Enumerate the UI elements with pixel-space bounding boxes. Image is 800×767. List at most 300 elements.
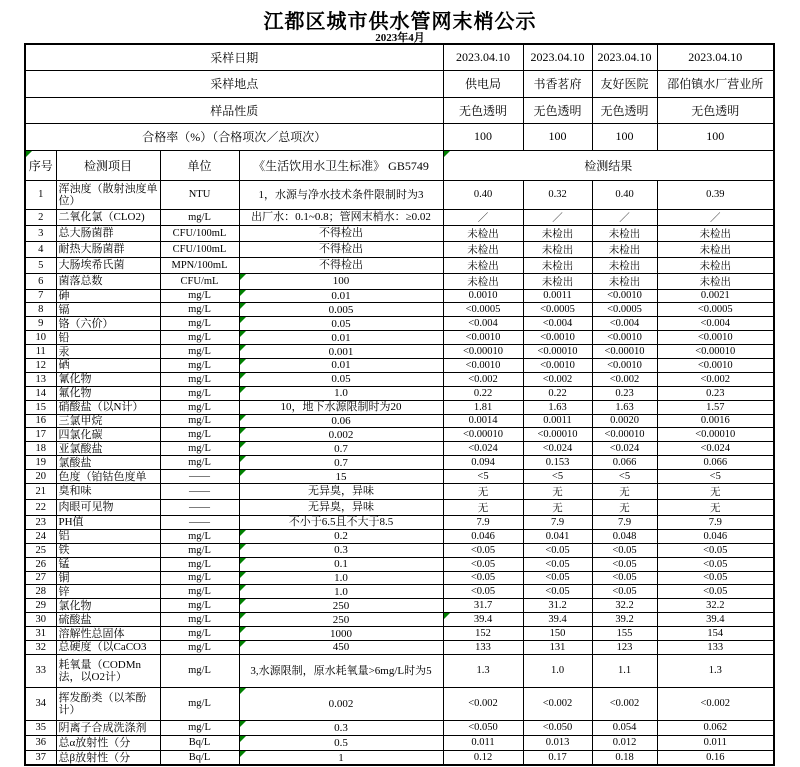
row-result: <5	[657, 470, 774, 484]
row-standard: 出厂水：0.1~0.8；管网末梢水：≥0.02	[239, 209, 443, 225]
meta-label: 采样地点	[25, 71, 443, 98]
row-result: <0.002	[443, 372, 523, 386]
column-header-row	[25, 150, 774, 180]
row-result: 123	[592, 640, 657, 654]
row-result: <0.05	[443, 571, 523, 585]
row-unit: ——	[160, 499, 239, 515]
row-result: 0.041	[523, 529, 592, 543]
row-item: 铁	[56, 543, 160, 557]
row-item: 耗氧量（CODMn法，以O2计）	[56, 654, 160, 687]
row-result: 0.066	[657, 456, 774, 470]
row-result: <0.05	[657, 571, 774, 585]
row-item: 挥发酚类（以苯酚计）	[56, 687, 160, 720]
row-result: 1.1	[592, 654, 657, 687]
row-result: 0.0010	[443, 289, 523, 303]
row-no: 12	[25, 358, 56, 372]
row-result: 150	[523, 627, 592, 641]
row-result: <0.004	[523, 317, 592, 331]
row-no: 7	[25, 289, 56, 303]
row-standard: 0.5	[239, 735, 443, 750]
row-item: 氯酸盐	[56, 456, 160, 470]
row-no: 37	[25, 750, 56, 765]
row-result: <0.0010	[443, 331, 523, 345]
row-item: 氟化物	[56, 386, 160, 400]
row-standard: 0.001	[239, 345, 443, 359]
row-result: 131	[523, 640, 592, 654]
row-result: 未检出	[443, 241, 523, 257]
row-result: <0.05	[523, 543, 592, 557]
row-result: <0.0010	[523, 358, 592, 372]
row-result: 0.22	[523, 386, 592, 400]
row-result: 1.3	[443, 654, 523, 687]
row-result: 未检出	[592, 241, 657, 257]
row-result: <0.002	[523, 687, 592, 720]
row-result: <0.05	[592, 557, 657, 571]
row-result: <0.05	[592, 571, 657, 585]
row-unit: mg/L	[160, 654, 239, 687]
row-no: 23	[25, 515, 56, 529]
row-item: 耐热大肠菌群	[56, 241, 160, 257]
row-no: 1	[25, 180, 56, 209]
row-result: <0.0010	[592, 289, 657, 303]
row-standard: 0.01	[239, 358, 443, 372]
row-standard: 1.0	[239, 585, 443, 599]
row-unit: mg/L	[160, 331, 239, 345]
row-result: 0.39	[657, 180, 774, 209]
row-result: 未检出	[657, 241, 774, 257]
row-result: 未检出	[523, 225, 592, 241]
row-unit: mg/L	[160, 640, 239, 654]
row-item: 硫酸盐	[56, 613, 160, 627]
row-unit: mg/L	[160, 317, 239, 331]
meta-value: 2023.04.10	[657, 44, 774, 71]
meta-value: 无色透明	[443, 97, 523, 124]
row-result: 无	[523, 483, 592, 499]
row-standard: 1，水源与净水技术条件限制时为3	[239, 180, 443, 209]
table-row	[25, 613, 774, 627]
row-standard: 0.1	[239, 557, 443, 571]
row-result: 0.013	[523, 735, 592, 750]
table-row	[25, 735, 774, 750]
row-result: <0.004	[657, 317, 774, 331]
row-result: <0.0010	[523, 331, 592, 345]
row-result: 无	[592, 483, 657, 499]
row-result: 0.40	[592, 180, 657, 209]
row-item: 四氯化碳	[56, 428, 160, 442]
row-item: 三氯甲烷	[56, 414, 160, 428]
row-standard: 0.05	[239, 372, 443, 386]
row-result: ／	[592, 209, 657, 225]
row-unit: Bq/L	[160, 735, 239, 750]
row-result: <5	[523, 470, 592, 484]
table-row	[25, 372, 774, 386]
row-item: 肉眼可见物	[56, 499, 160, 515]
row-no: 35	[25, 720, 56, 735]
meta-label: 合格率（%）（合格项次／总项次）	[25, 124, 443, 151]
row-result: 1.0	[523, 654, 592, 687]
row-item: 总大肠菌群	[56, 225, 160, 241]
row-result: 0.0016	[657, 414, 774, 428]
row-result: 未检出	[523, 273, 592, 289]
meta-value: 2023.04.10	[523, 44, 592, 71]
row-result: <0.0005	[443, 303, 523, 317]
row-result: 0.0011	[523, 414, 592, 428]
row-result: 未检出	[443, 225, 523, 241]
row-no: 5	[25, 257, 56, 273]
row-unit: MPN/100mL	[160, 257, 239, 273]
row-standard: 1000	[239, 627, 443, 641]
row-result: 0.0020	[592, 414, 657, 428]
row-result: <0.00010	[657, 345, 774, 359]
meta-row	[25, 97, 774, 124]
table-row	[25, 414, 774, 428]
col-header-result: 检测结果	[443, 150, 774, 180]
row-standard: 0.01	[239, 331, 443, 345]
row-item: 臭和味	[56, 483, 160, 499]
table-row	[25, 599, 774, 613]
row-unit: mg/L	[160, 428, 239, 442]
row-no: 2	[25, 209, 56, 225]
row-result: 0.094	[443, 456, 523, 470]
row-unit: mg/L	[160, 372, 239, 386]
row-no: 20	[25, 470, 56, 484]
row-standard: 0.2	[239, 529, 443, 543]
row-no: 18	[25, 442, 56, 456]
row-item: 硒	[56, 358, 160, 372]
row-result: 7.9	[657, 515, 774, 529]
row-result: <0.024	[592, 442, 657, 456]
row-no: 24	[25, 529, 56, 543]
row-item: 砷	[56, 289, 160, 303]
row-result: 0.054	[592, 720, 657, 735]
row-unit: mg/L	[160, 289, 239, 303]
row-unit: mg/L	[160, 557, 239, 571]
table-row	[25, 543, 774, 557]
row-result: 0.048	[592, 529, 657, 543]
row-unit: Bq/L	[160, 750, 239, 765]
row-standard: 1.0	[239, 386, 443, 400]
row-unit: mg/L	[160, 543, 239, 557]
row-result: 1.57	[657, 400, 774, 414]
row-no: 30	[25, 613, 56, 627]
meta-value: 2023.04.10	[592, 44, 657, 71]
row-result: <0.05	[657, 543, 774, 557]
row-result: <0.0005	[657, 303, 774, 317]
row-standard: 0.3	[239, 543, 443, 557]
table-row	[25, 386, 774, 400]
row-result: 31.7	[443, 599, 523, 613]
row-standard: 250	[239, 599, 443, 613]
row-result: <0.0010	[443, 358, 523, 372]
row-result: <0.002	[592, 372, 657, 386]
row-standard: 0.7	[239, 456, 443, 470]
row-result: 133	[443, 640, 523, 654]
row-result: 无	[523, 499, 592, 515]
row-no: 28	[25, 585, 56, 599]
row-standard: 0.06	[239, 414, 443, 428]
row-result: <0.004	[443, 317, 523, 331]
row-item: 锌	[56, 585, 160, 599]
table-row	[25, 720, 774, 735]
row-item: 氰化物	[56, 372, 160, 386]
table-row	[25, 557, 774, 571]
meta-row	[25, 71, 774, 98]
row-result: <0.00010	[523, 428, 592, 442]
row-item: 大肠埃希氏菌	[56, 257, 160, 273]
table-row	[25, 209, 774, 225]
results-tbody	[25, 180, 774, 765]
row-result: ／	[443, 209, 523, 225]
row-unit: mg/L	[160, 627, 239, 641]
meta-label: 采样日期	[25, 44, 443, 71]
row-no: 27	[25, 571, 56, 585]
row-result: <0.00010	[657, 428, 774, 442]
row-result: <0.0010	[592, 358, 657, 372]
table-row	[25, 529, 774, 543]
row-result: 未检出	[592, 273, 657, 289]
row-item: 色度（铂钴色度单	[56, 470, 160, 484]
row-result: 0.0014	[443, 414, 523, 428]
row-no: 3	[25, 225, 56, 241]
row-standard: 0.05	[239, 317, 443, 331]
row-result: 7.9	[443, 515, 523, 529]
row-result: 0.046	[443, 529, 523, 543]
table-row	[25, 331, 774, 345]
row-standard: 0.7	[239, 442, 443, 456]
row-result: <0.00010	[592, 428, 657, 442]
table-row	[25, 499, 774, 515]
table-row	[25, 225, 774, 241]
row-result: <0.05	[443, 585, 523, 599]
row-result: 无	[443, 483, 523, 499]
row-result: <0.05	[592, 585, 657, 599]
meta-value: 无色透明	[592, 97, 657, 124]
row-result: 0.011	[443, 735, 523, 750]
row-no: 4	[25, 241, 56, 257]
row-result: <0.0005	[523, 303, 592, 317]
row-result: 0.046	[657, 529, 774, 543]
row-standard: 不小于6.5且不大于8.5	[239, 515, 443, 529]
row-standard: 450	[239, 640, 443, 654]
row-no: 34	[25, 687, 56, 720]
row-result: 39.4	[523, 613, 592, 627]
row-standard: 0.002	[239, 428, 443, 442]
row-standard: 0.3	[239, 720, 443, 735]
table-row	[25, 515, 774, 529]
row-result: 未检出	[657, 273, 774, 289]
row-unit: mg/L	[160, 456, 239, 470]
row-unit: CFU/100mL	[160, 225, 239, 241]
row-standard: 不得检出	[239, 225, 443, 241]
page-subtitle: 2023年4月	[375, 32, 425, 44]
meta-value: 邵伯镇水厂营业所	[657, 71, 774, 98]
row-item: 浑浊度（散射浊度单位）	[56, 180, 160, 209]
row-result: 39.4	[657, 613, 774, 627]
row-no: 6	[25, 273, 56, 289]
row-standard: 0.01	[239, 289, 443, 303]
meta-value: 100	[657, 124, 774, 151]
row-result: <0.05	[657, 557, 774, 571]
row-result: 155	[592, 627, 657, 641]
row-result: 未检出	[523, 241, 592, 257]
row-no: 15	[25, 400, 56, 414]
row-no: 16	[25, 414, 56, 428]
row-result: 7.9	[523, 515, 592, 529]
row-result: 0.32	[523, 180, 592, 209]
row-result: 31.2	[523, 599, 592, 613]
row-no: 29	[25, 599, 56, 613]
row-result: 未检出	[523, 257, 592, 273]
row-unit: mg/L	[160, 687, 239, 720]
row-result: 无	[443, 499, 523, 515]
meta-value: 100	[592, 124, 657, 151]
row-result: 0.23	[592, 386, 657, 400]
row-no: 9	[25, 317, 56, 331]
row-unit: mg/L	[160, 303, 239, 317]
row-result: 无	[657, 483, 774, 499]
col-header-no: 序号	[25, 150, 56, 180]
table-row	[25, 180, 774, 209]
meta-value: 友好医院	[592, 71, 657, 98]
row-item: 菌落总数	[56, 273, 160, 289]
row-item: 铝	[56, 529, 160, 543]
row-result: 无	[592, 499, 657, 515]
row-result: 未检出	[657, 257, 774, 273]
row-item: 锰	[56, 557, 160, 571]
row-unit: CFU/100mL	[160, 241, 239, 257]
row-item: 总α放射性（分	[56, 735, 160, 750]
col-header-standard: 《生活饮用水卫生标准》 GB5749	[239, 150, 443, 180]
row-no: 33	[25, 654, 56, 687]
row-unit: ——	[160, 515, 239, 529]
row-result: <0.0010	[657, 358, 774, 372]
meta-value: 无色透明	[523, 97, 592, 124]
row-result: <0.050	[443, 720, 523, 735]
row-result: <0.002	[657, 372, 774, 386]
row-result: 1.3	[657, 654, 774, 687]
row-unit: mg/L	[160, 414, 239, 428]
row-result: <0.05	[523, 585, 592, 599]
row-result: <0.05	[443, 543, 523, 557]
table-row	[25, 241, 774, 257]
table-row	[25, 585, 774, 599]
row-result: 0.062	[657, 720, 774, 735]
row-item: 阴离子合成洗涤剂	[56, 720, 160, 735]
row-result: 0.18	[592, 750, 657, 765]
row-result: <0.0010	[592, 331, 657, 345]
row-result: <0.05	[523, 571, 592, 585]
row-standard: 1	[239, 750, 443, 765]
row-result: <0.00010	[443, 428, 523, 442]
row-result: 1.81	[443, 400, 523, 414]
row-result: 133	[657, 640, 774, 654]
row-no: 13	[25, 372, 56, 386]
row-item: 铜	[56, 571, 160, 585]
row-item: PH值	[56, 515, 160, 529]
row-result: 152	[443, 627, 523, 641]
row-unit: mg/L	[160, 209, 239, 225]
row-standard: 250	[239, 613, 443, 627]
row-unit: mg/L	[160, 529, 239, 543]
row-result: <0.024	[443, 442, 523, 456]
row-standard: 无异臭，异味	[239, 483, 443, 499]
table-row	[25, 257, 774, 273]
row-result: <0.002	[523, 372, 592, 386]
meta-label: 样品性质	[25, 97, 443, 124]
row-result: ／	[657, 209, 774, 225]
row-item: 总硬度（以CaCO3	[56, 640, 160, 654]
row-result: 0.066	[592, 456, 657, 470]
row-result: 32.2	[592, 599, 657, 613]
row-no: 22	[25, 499, 56, 515]
row-standard: 100	[239, 273, 443, 289]
row-result: <0.00010	[443, 345, 523, 359]
row-result: 未检出	[592, 225, 657, 241]
row-result: <0.002	[592, 687, 657, 720]
table-row	[25, 687, 774, 720]
row-result: 0.23	[657, 386, 774, 400]
row-unit: mg/L	[160, 585, 239, 599]
row-standard: 不得检出	[239, 257, 443, 273]
row-result: 0.16	[657, 750, 774, 765]
row-result: 7.9	[592, 515, 657, 529]
table-row	[25, 303, 774, 317]
row-unit: mg/L	[160, 400, 239, 414]
row-unit: mg/L	[160, 345, 239, 359]
row-item: 镉	[56, 303, 160, 317]
row-result: 未检出	[443, 273, 523, 289]
row-result: 0.0021	[657, 289, 774, 303]
row-no: 32	[25, 640, 56, 654]
row-result: <5	[592, 470, 657, 484]
row-no: 14	[25, 386, 56, 400]
row-standard: 15	[239, 470, 443, 484]
row-no: 31	[25, 627, 56, 641]
row-result: 0.012	[592, 735, 657, 750]
row-standard: 10，地下水源限制时为20	[239, 400, 443, 414]
row-unit: mg/L	[160, 386, 239, 400]
table-row	[25, 273, 774, 289]
meta-row	[25, 124, 774, 151]
row-no: 25	[25, 543, 56, 557]
row-result: 0.0011	[523, 289, 592, 303]
table-row	[25, 750, 774, 765]
row-item: 铅	[56, 331, 160, 345]
row-result: <0.05	[592, 543, 657, 557]
row-result: 0.153	[523, 456, 592, 470]
row-result: <0.00010	[592, 345, 657, 359]
row-item: 硝酸盐（以N计）	[56, 400, 160, 414]
row-no: 19	[25, 456, 56, 470]
row-no: 26	[25, 557, 56, 571]
row-result: <0.050	[523, 720, 592, 735]
row-unit: CFU/mL	[160, 273, 239, 289]
header-tbody	[25, 150, 774, 180]
water-quality-table	[24, 43, 775, 766]
col-header-item: 检测项目	[56, 150, 160, 180]
row-unit: ——	[160, 483, 239, 499]
meta-value: 100	[523, 124, 592, 151]
table-row	[25, 442, 774, 456]
row-result: 0.12	[443, 750, 523, 765]
row-result: 未检出	[443, 257, 523, 273]
row-standard: 0.002	[239, 687, 443, 720]
row-result: <0.05	[523, 557, 592, 571]
row-no: 8	[25, 303, 56, 317]
row-result: 32.2	[657, 599, 774, 613]
row-result: <0.05	[443, 557, 523, 571]
table-row	[25, 640, 774, 654]
